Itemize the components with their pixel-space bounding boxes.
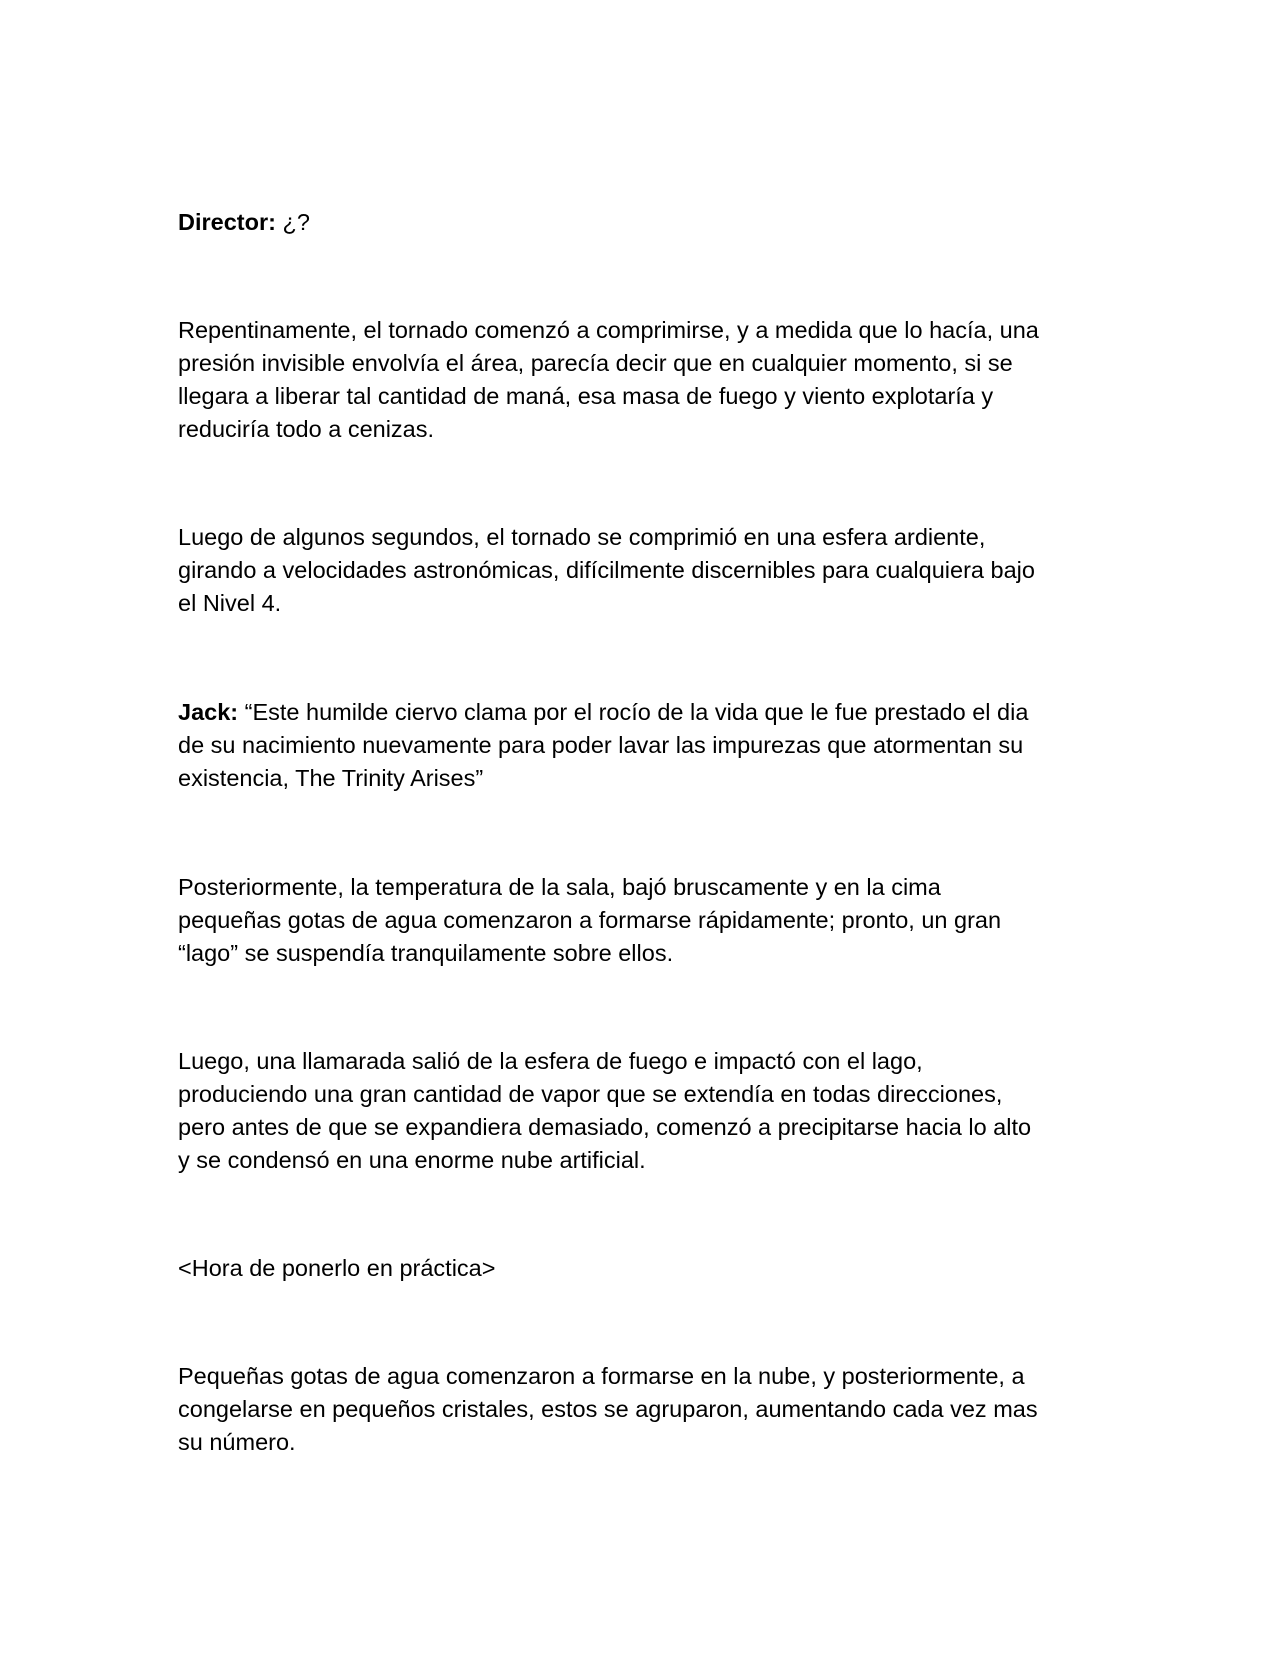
speaker-name: Director: [178, 209, 276, 235]
narrative-paragraph: Pequeñas gotas de agua comenzaron a formarse en la nube, y posteriormente, a congelarse en pequeños cristales, estos se agruparon, aumentando cada vez mas su número. [178, 1363, 1038, 1455]
dialogue-text: ¿? [275, 209, 310, 235]
speaker-name: Jack: [178, 699, 239, 725]
narrative-paragraph: Luego de algunos segundos, el tornado se comprimió en una esfera ardiente, girando a velocidades astronómicas, difícilmente discernibles para cualquiera bajo el Nivel 4. [178, 524, 1035, 616]
dialogue-line-jack [178, 696, 1108, 795]
dialogue-line-director [178, 206, 1108, 239]
system-message: <Hora de ponerlo en práctica> [178, 1255, 496, 1281]
narrative-paragraph: Posteriormente, la temperatura de la sala, bajó bruscamente y en la cima pequeñas gotas de agua comenzaron a formarse rápidamente; pronto, un gran “lago” se suspendía tranquilamente sobre ellos. [178, 874, 1002, 966]
dialogue-text: “Este humilde ciervo clama por el rocío de la vida que le fue prestado el dia de su nacimiento nuevamente para poder lavar las impurezas que atormentan su existencia, The Trinity Arises” [178, 699, 1029, 791]
narrative-paragraph: Repentinamente, el tornado comenzó a comprimirse, y a medida que lo hacía, una presión invisible envolvía el área, parecía decir que en cualquier momento, si se llegara a liberar tal cantidad de maná, esa masa de fuego y viento explotaría y reduciría todo a cenizas. [178, 317, 1039, 442]
narrative-paragraph: Luego, una llamarada salió de la esfera de fuego e impactó con el lago, produciendo una gran cantidad de vapor que se extendía en todas direcciones, pero antes de que se expandiera demasiado, comenzó a precipitarse hacia lo alto y se condensó en una enorme nube artificial. [178, 1048, 1032, 1173]
